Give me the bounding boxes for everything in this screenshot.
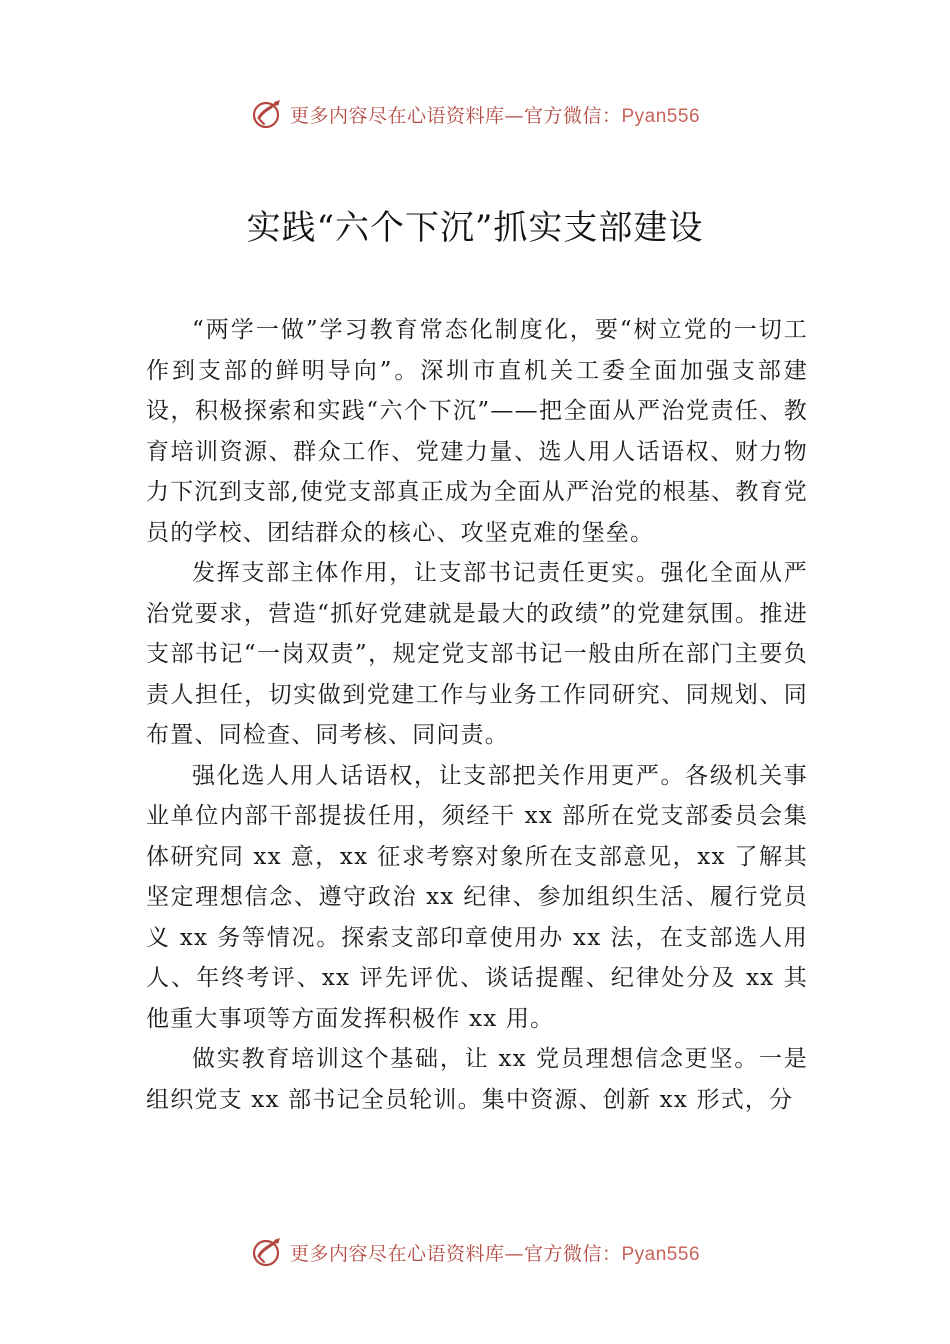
watermark-wechat-id: Pyan556: [621, 105, 701, 127]
paragraph-intro: “两学一做”学习教育常态化制度化，要“树立党的一切工作到支部的鲜明导向”。深圳市直机关工委全面加强支部建设，积极探索和实践“六个下沉”——把全面从严治党责任、教育培训资源、群众工作、党建力量、选人用人话语权、财力物力下沉到支部,使党支部真正成为全面从严治党的根基、教育党员的学校、团结群众的核心、攻坚克难的堡垒。: [146, 317, 808, 546]
footer-watermark: [0, 1232, 950, 1272]
watermark-label: 更多内容尽在心语资料库—官方微信：: [289, 1242, 622, 1265]
watermark-wechat-id: Pyan556: [621, 1243, 701, 1265]
paragraph-secretary-responsibility: 发挥支部主体作用，让支部书记责任更实。强化全面从严治党要求，营造“抓好党建就是最大的政绩”的党建氛围。推进支部书记“一岗双责”，规定党支部书记一般由所在部门主要负责人担任，切实做到党建工作与业务工作同研究、同规划、同布置、同检查、同考核、同问责。: [146, 560, 808, 748]
paragraph-education-training: 做实教育培训这个基础，让 xx 党员理想信念更坚。一是组织党支 xx 部书记全员轮训。集中资源、创新 xx 形式，分: [146, 1046, 808, 1113]
document-body: [146, 310, 808, 1120]
watermark-label: 更多内容尽在心语资料库—官方微信：: [289, 104, 622, 127]
pen-circle-logo-icon: [250, 97, 284, 131]
watermark-text: [290, 1239, 700, 1266]
document-title: 实践“六个下沉”抓实支部建设: [246, 208, 704, 248]
header-watermark: [0, 94, 950, 134]
paragraph-personnel-selection: 强化选人用人话语权，让支部把关作用更严。各级机关事业单位内部干部提拔任用，须经干 xx 部所在党支部委员会集体研究同 xx 意，xx 征求考察对象所在支部意见，xx 了解其坚定理想信念、遵守政治 xx 纪律、参加组织生活、履行党员义 xx 务等情况。探索支部印章使用办 xx 法，在支部选人用人、年终考评、xx 评先评优、谈话提醒、纪律处分及 xx 其他重大事项等方面发挥积极作 xx 用。: [146, 762, 808, 1032]
watermark-text: [290, 101, 700, 128]
pen-circle-logo-icon: [250, 1235, 284, 1269]
